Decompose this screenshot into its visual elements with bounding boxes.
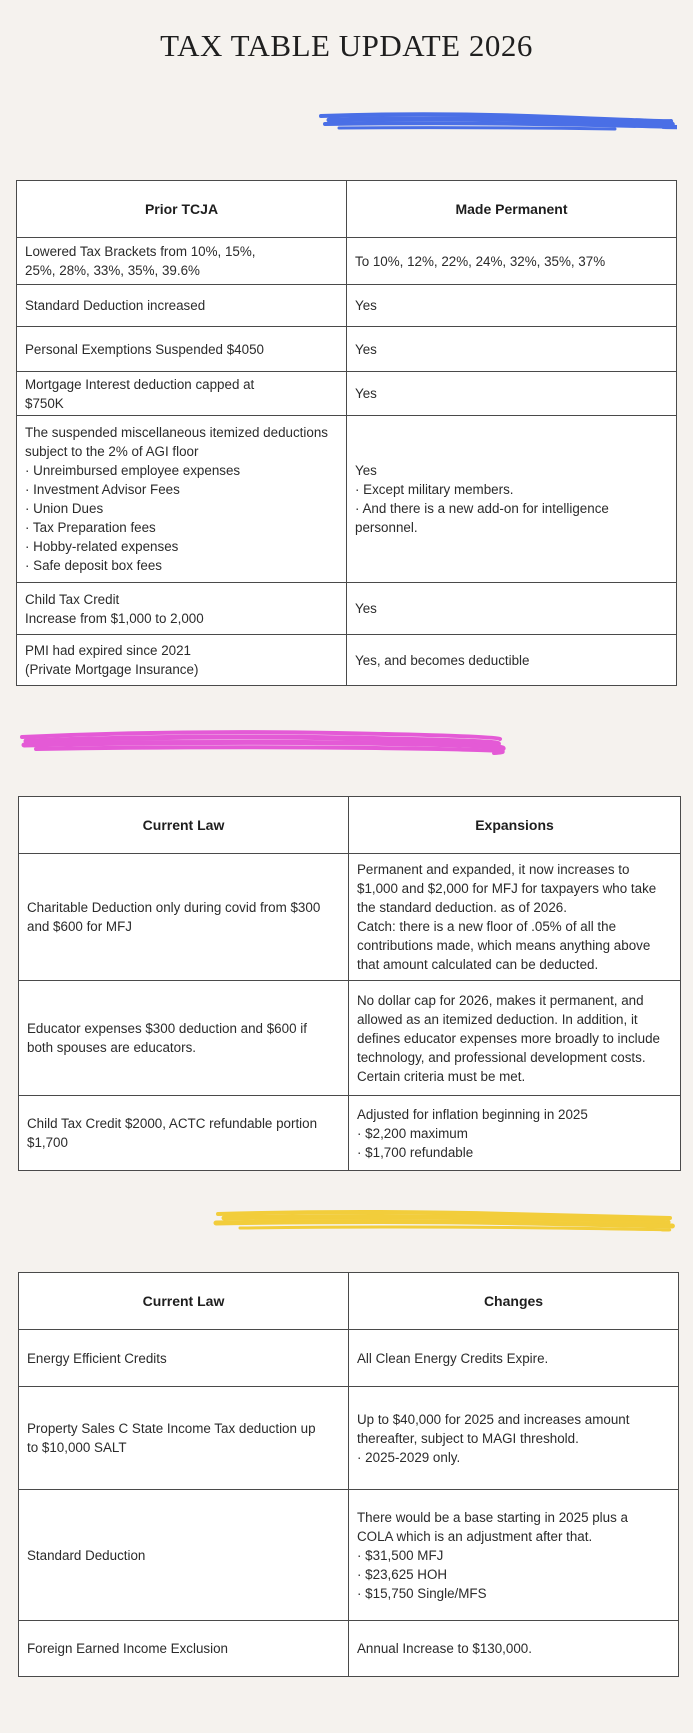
header-made-permanent: Made Permanent: [347, 181, 677, 238]
cell-left: Child Tax Credit Increase from $1,000 to 2,000: [17, 583, 347, 635]
table-row: [19, 981, 681, 1096]
table-row: [19, 854, 681, 981]
table-row: [19, 1387, 679, 1490]
header-current-law: Current Law: [19, 797, 349, 854]
cell-left: Foreign Earned Income Exclusion: [19, 1621, 349, 1677]
table-row: [17, 583, 677, 635]
cell-left: Lowered Tax Brackets from 10%, 15%, 25%, 28%, 33%, 35%, 39.6%: [17, 238, 347, 285]
cell-right: To 10%, 12%, 22%, 24%, 32%, 35%, 37%: [347, 238, 677, 285]
cell-right: No dollar cap for 2026, makes it permanent, and allowed as an itemized deduction. In addition, it defines educator expenses more broadly to include technology, and professional development costs. Certain criteria must be met.: [349, 981, 681, 1096]
cell-right: Yes · Except military members. · And there is a new add-on for intelligence personnel.: [347, 416, 677, 583]
table-row: [17, 285, 677, 327]
table-expansions: [18, 796, 681, 1171]
yellow-brush-stroke: [210, 1206, 676, 1236]
cell-right: Permanent and expanded, it now increases to $1,000 and $2,000 for MFJ for taxpayers who take the standard deduction. as of 2026. Catch: there is a new floor of .05% of all the contributions made, which means anything above that amount calculated can be deducted.: [349, 854, 681, 981]
cell-right: Yes: [347, 285, 677, 327]
cell-right: All Clean Energy Credits Expire.: [349, 1330, 679, 1387]
table-prior-tcja: [16, 180, 677, 686]
cell-right: Yes: [347, 372, 677, 416]
cell-left: Child Tax Credit $2000, ACTC refundable portion $1,700: [19, 1096, 349, 1171]
cell-left: Standard Deduction increased: [17, 285, 347, 327]
table-row: [17, 372, 677, 416]
cell-right: Adjusted for inflation beginning in 2025 · $2,200 maximum · $1,700 refundable: [349, 1096, 681, 1171]
table-row: [17, 327, 677, 372]
header-expansions: Expansions: [349, 797, 681, 854]
cell-left: Standard Deduction: [19, 1490, 349, 1621]
cell-right: Yes: [347, 583, 677, 635]
table-row: [17, 416, 677, 583]
page-title: TAX TABLE UPDATE 2026: [160, 28, 533, 63]
cell-left: Educator expenses $300 deduction and $600 if both spouses are educators.: [19, 981, 349, 1096]
header-prior-tcja: Prior TCJA: [17, 181, 347, 238]
table-row: [19, 1490, 679, 1621]
cell-left: The suspended miscellaneous itemized deductions subject to the 2% of AGI floor · Unreimbursed employee expenses · Investment Advisor Fees · Union Dues · Tax Preparation fees · Hobby-related expenses · Safe deposit box fees: [17, 416, 347, 583]
table-row: [19, 1096, 681, 1171]
table-row: [19, 1330, 679, 1387]
cell-left: Personal Exemptions Suspended $4050: [17, 327, 347, 372]
cell-right: Up to $40,000 for 2025 and increases amount thereafter, subject to MAGI threshold. · 2025-2029 only.: [349, 1387, 679, 1490]
cell-right: Yes, and becomes deductible: [347, 635, 677, 686]
header-current-law: Current Law: [19, 1273, 349, 1330]
table-row: [19, 1621, 679, 1677]
cell-left: Charitable Deduction only during covid from $300 and $600 for MFJ: [19, 854, 349, 981]
cell-left: Energy Efficient Credits: [19, 1330, 349, 1387]
header-changes: Changes: [349, 1273, 679, 1330]
table-row: [17, 238, 677, 285]
table-row: [17, 635, 677, 686]
cell-right: Annual Increase to $130,000.: [349, 1621, 679, 1677]
blue-brush-stroke: [315, 108, 677, 136]
cell-right: There would be a base starting in 2025 plus a COLA which is an adjustment after that. · $31,500 MFJ · $23,625 HOH · $15,750 Single/MFS: [349, 1490, 679, 1621]
cell-left: Mortgage Interest deduction capped at $750K: [17, 372, 347, 416]
cell-left: Property Sales C State Income Tax deduction up to $10,000 SALT: [19, 1387, 349, 1490]
table-changes: [18, 1272, 679, 1677]
pink-brush-stroke: [16, 725, 506, 759]
cell-right: Yes: [347, 327, 677, 372]
cell-left: PMI had expired since 2021 (Private Mortgage Insurance): [17, 635, 347, 686]
